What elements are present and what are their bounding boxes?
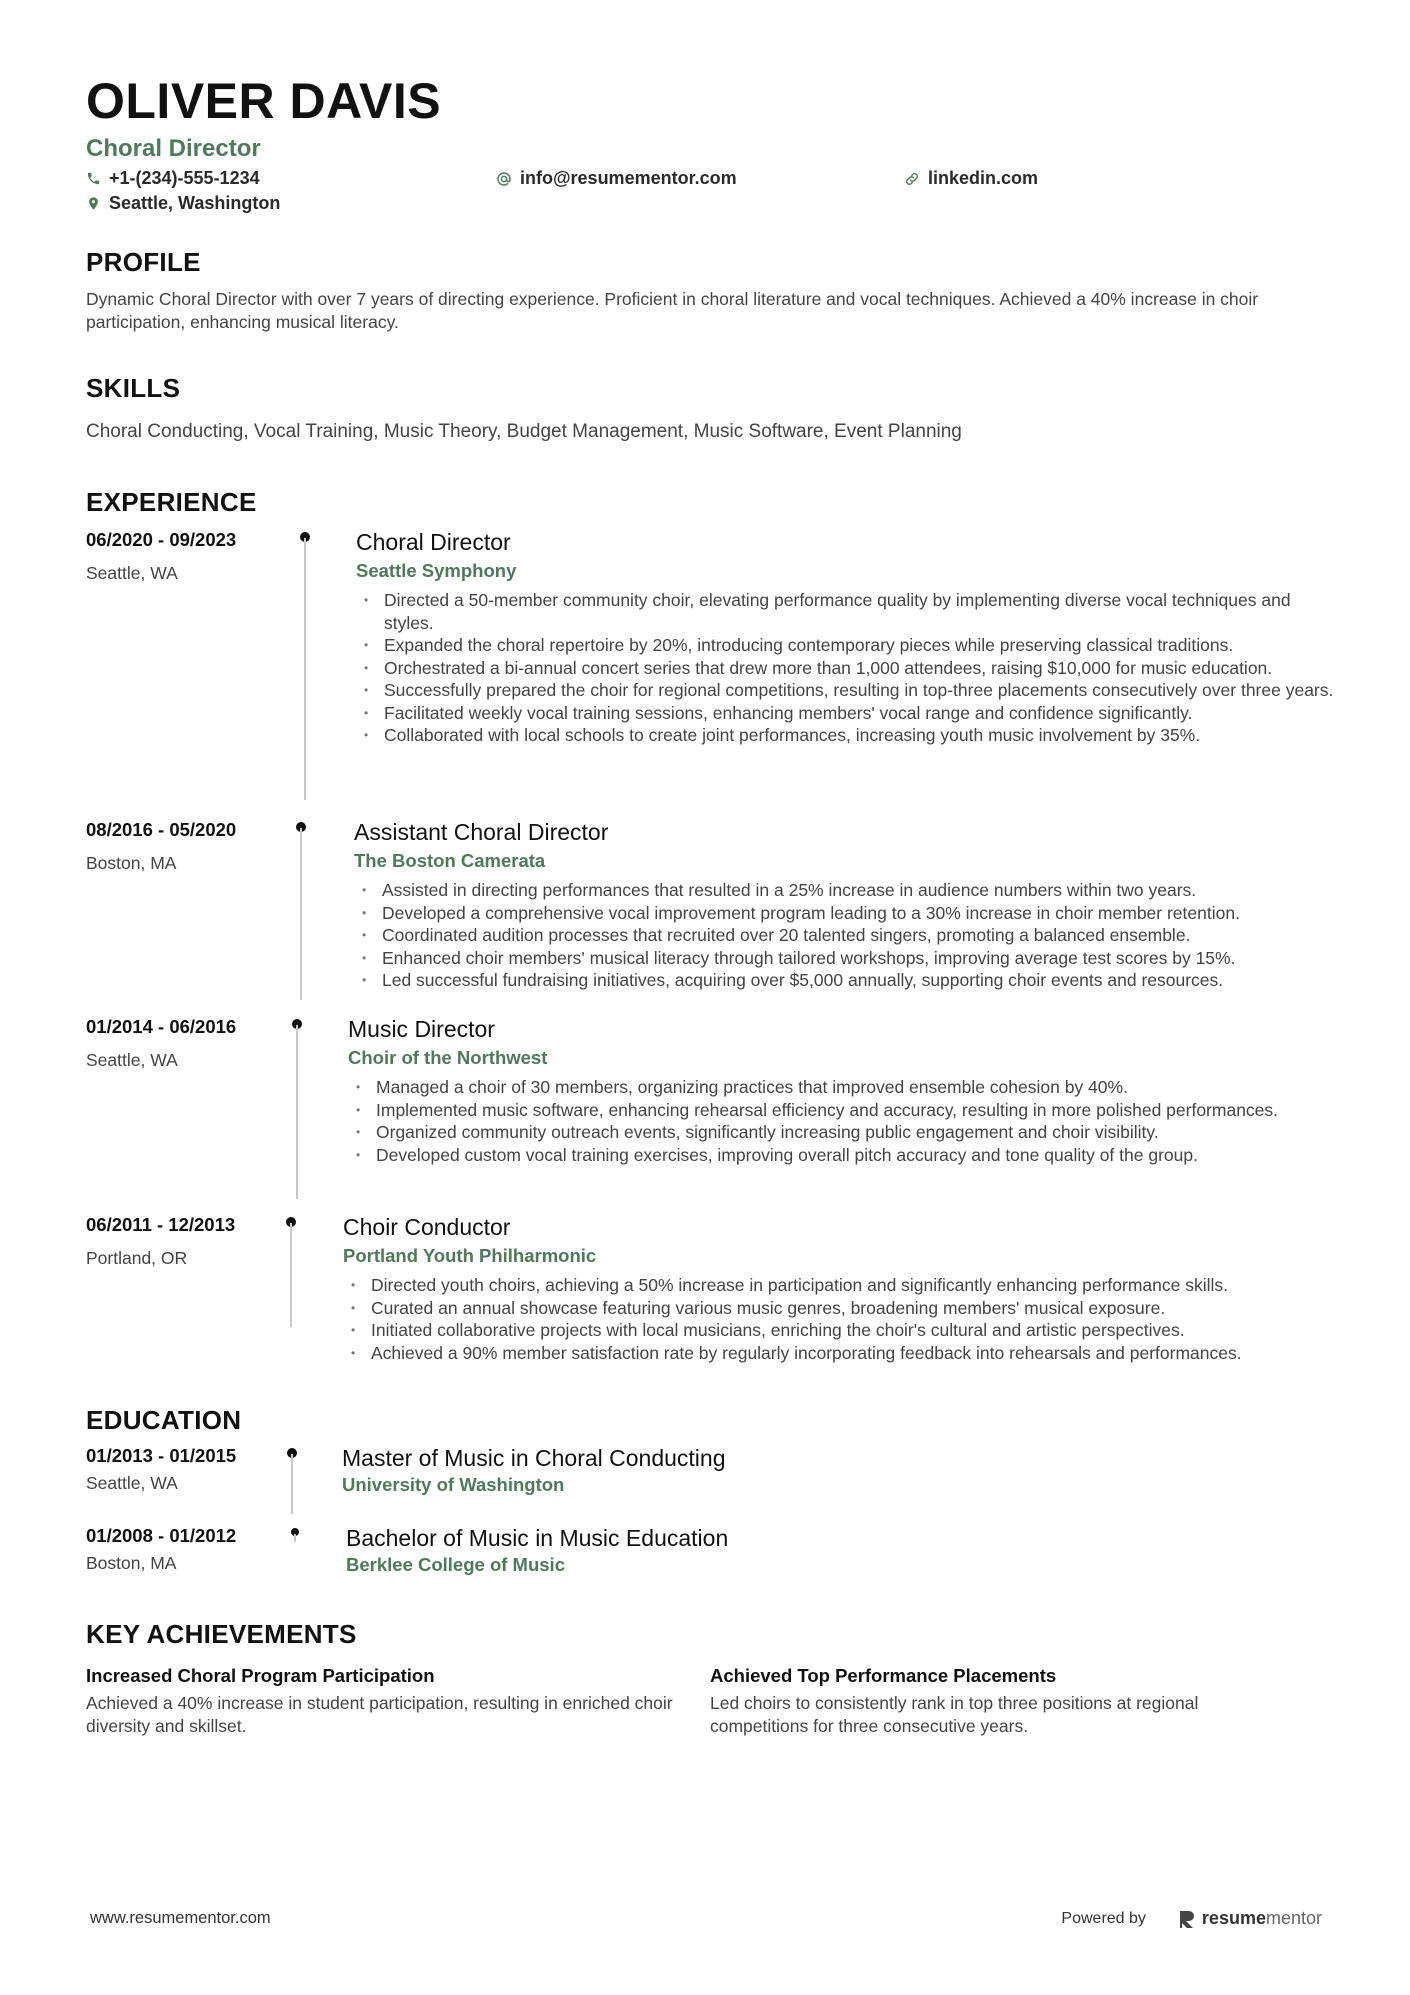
bullet-item: • Directed a 50-member community choir, elevating performance quality by implementing diverse vocal techniques and styles.: [356, 589, 1334, 634]
entry-bullets: [343, 1274, 1334, 1364]
experience-section: [86, 486, 1334, 1388]
bullet-item: • Coordinated audition processes that recruited over 20 talented singers, promoting a balanced ensemble.: [354, 924, 1334, 947]
bullet-item: • Directed youth choirs, achieving a 50% increase in participation and significantly enhancing performance skills.: [343, 1274, 1334, 1297]
achievement-description: Achieved a 40% increase in student participation, resulting in enriched choir diversity and skillset.: [86, 1693, 673, 1736]
experience-entry: [86, 1213, 1334, 1388]
achievement-title: Achieved Top Performance Placements: [710, 1665, 1057, 1686]
bullet-item: • Expanded the choral repertoire by 20%, introducing contemporary pieces while preserving classical traditions.: [356, 634, 1334, 657]
contact-email: [496, 168, 737, 189]
entry-dates: 08/2016 - 05/2020: [86, 819, 237, 840]
achievement-item: [86, 1664, 710, 1738]
achievement-item: [710, 1664, 1334, 1738]
achievements-section: [86, 1618, 1334, 1738]
contact-location: [86, 193, 280, 214]
resume-page: [86, 70, 1334, 1738]
phone-text: +1-(234)-555-1234: [109, 168, 260, 188]
entry-organization: The Boston Camerata: [354, 850, 546, 871]
brand-logo[interactable]: [1178, 1908, 1322, 1929]
entry-dates: 06/2011 - 12/2013: [86, 1214, 236, 1235]
entry-role: Assistant Choral Director: [354, 819, 609, 845]
achievement-title: Increased Choral Program Participation: [86, 1665, 435, 1686]
linkedin-link[interactable]: linkedin.com: [928, 168, 1039, 188]
footer-website-link[interactable]: www.resumementor.com: [90, 1909, 271, 1927]
phone-icon: [86, 171, 101, 186]
experience-entry: [86, 818, 1334, 1015]
bullet-item: • Enhanced choir members' musical literacy through tailored workshops, improving average test scores by 15%.: [354, 947, 1334, 970]
experience-timeline: [86, 528, 1334, 1388]
bullet-item: • Organized community outreach events, significantly increasing public engagement and choir visibility.: [348, 1121, 1334, 1144]
entry-bullets: [348, 1076, 1334, 1166]
contact-linkedin: [904, 168, 1038, 189]
bullet-item: • Developed a comprehensive vocal improvement program leading to a 30% increase in choir member retention.: [354, 902, 1334, 925]
footer: [90, 1908, 1322, 1929]
entry-bullets: [356, 589, 1334, 747]
education-school: Berklee College of Music: [346, 1554, 565, 1575]
bullet-item: • Initiated collaborative projects with local musicians, enriching the choir's cultural and artistic perspectives.: [343, 1319, 1334, 1342]
entry-role: Music Director: [348, 1016, 495, 1042]
powered-by-label: Powered by: [1061, 1909, 1146, 1927]
bullet-item: • Developed custom vocal training exercises, improving overall pitch accuracy and tone quality of the group.: [348, 1144, 1334, 1167]
link-icon: [904, 171, 920, 187]
education-entry: [86, 1444, 1334, 1524]
profile-text: Dynamic Choral Director with over 7 years of directing experience. Proficient in choral literature and vocal techniques. Achieved a 40% increase in choir participation, enhancing musical literacy.: [86, 289, 1259, 332]
bullet-item: • Facilitated weekly vocal training sessions, enhancing members' vocal range and confidence significantly.: [356, 702, 1334, 725]
resumementor-logo-icon: [1178, 1909, 1196, 1929]
entry-location: Boston, MA: [86, 853, 177, 873]
experience-entry: [86, 528, 1334, 818]
achievement-description: Led choirs to consistently rank in top three positions at regional competitions for three consecutive years.: [710, 1693, 1199, 1736]
entry-role: Choir Conductor: [343, 1214, 511, 1240]
entry-role: Choral Director: [356, 529, 511, 555]
experience-entry: [86, 1015, 1334, 1213]
education-section: [86, 1404, 1334, 1594]
powered-by: [1061, 1908, 1322, 1929]
bullet-item: • Assisted in directing performances that resulted in a 25% increase in audience numbers within two years.: [354, 879, 1334, 902]
education-degree: Master of Music in Choral Conducting: [342, 1445, 726, 1471]
skills-heading: SKILLS: [86, 373, 181, 403]
job-title: Choral Director: [86, 135, 261, 162]
bullet-item: • Orchestrated a bi-annual concert series that drew more than 1,000 attendees, raising $10,000 for music education.: [356, 657, 1334, 680]
entry-dates: 01/2014 - 06/2016: [86, 1016, 237, 1037]
bullet-item: • Implemented music software, enhancing rehearsal efficiency and accuracy, resulting in more polished performances.: [348, 1099, 1334, 1122]
entry-location: Seattle, WA: [86, 1050, 178, 1070]
bullet-item: • Achieved a 90% member satisfaction rate by regularly incorporating feedback into rehearsals and performances.: [343, 1342, 1334, 1365]
bullet-item: • Curated an annual showcase featuring various music genres, broadening members' musical exposure.: [343, 1297, 1334, 1320]
timeline-line: [290, 1223, 292, 1327]
education-dates: 01/2008 - 01/2012: [86, 1525, 237, 1546]
map-pin-icon: [86, 196, 101, 211]
skills-text: Choral Conducting, Vocal Training, Music Theory, Budget Management, Music Software, Event Planning: [86, 421, 962, 442]
bullet-item: • Successfully prepared the choir for regional competitions, resulting in top-three placements consecutively over three years.: [356, 679, 1334, 702]
education-heading: EDUCATION: [86, 1405, 242, 1435]
entry-dates: 06/2020 - 09/2023: [86, 529, 237, 550]
timeline-line: [300, 828, 302, 1000]
experience-heading: EXPERIENCE: [86, 487, 257, 517]
brand-name-bold: resume: [1201, 1908, 1266, 1928]
contact-phone: [86, 168, 260, 189]
timeline-line: [291, 1454, 293, 1514]
education-location: Boston, MA: [86, 1553, 177, 1573]
education-entry: [86, 1524, 1334, 1594]
bullet-item: • Collaborated with local schools to create joint performances, increasing youth music involvement by 35%.: [356, 724, 1334, 747]
entry-location: Portland, OR: [86, 1248, 188, 1268]
candidate-name: OLIVER DAVIS: [86, 73, 442, 129]
profile-heading: PROFILE: [86, 247, 201, 277]
entry-organization: Portland Youth Philharmonic: [343, 1245, 597, 1266]
education-school: University of Washington: [342, 1474, 565, 1495]
timeline-line: [304, 538, 306, 800]
education-dates: 01/2013 - 01/2015: [86, 1445, 237, 1466]
timeline-line: [296, 1025, 298, 1199]
entry-bullets: [354, 879, 1334, 992]
achievements-grid: [86, 1664, 1334, 1738]
bullet-item: • Managed a choir of 30 members, organizing practices that improved ensemble cohesion by 40%.: [348, 1076, 1334, 1099]
email-link[interactable]: info@resumementor.com: [520, 168, 737, 188]
entry-location: Seattle, WA: [86, 563, 178, 583]
at-icon: [496, 171, 512, 187]
entry-organization: Choir of the Northwest: [348, 1047, 548, 1068]
entry-organization: Seattle Symphony: [356, 560, 517, 581]
skills-section: [86, 372, 1334, 444]
education-timeline: [86, 1444, 1334, 1594]
brand-name-light: mentor: [1265, 1908, 1322, 1928]
profile-section: [86, 246, 1334, 334]
timeline-line: [294, 1534, 296, 1542]
bullet-item: • Led successful fundraising initiatives, acquiring over $5,000 annually, supporting choir events and resources.: [354, 969, 1334, 992]
achievements-heading: KEY ACHIEVEMENTS: [86, 1619, 357, 1649]
education-degree: Bachelor of Music in Music Education: [346, 1525, 729, 1551]
contact-info: [86, 166, 1334, 218]
location-text: Seattle, Washington: [109, 193, 281, 213]
education-location: Seattle, WA: [86, 1473, 178, 1493]
